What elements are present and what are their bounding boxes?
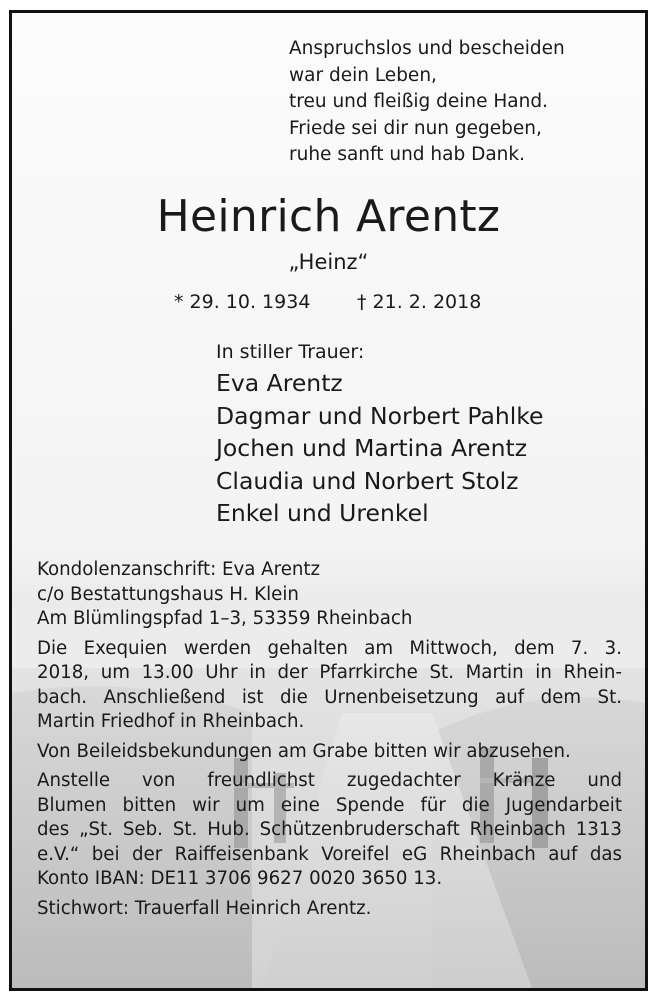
mourner-name: Eva Arentz (216, 369, 343, 397)
mourner-name: Enkel und Urenkel (216, 499, 429, 527)
text-line: 2018, um 13.00 Uhr in der Pfarrkirche St. Martin in Rhein- (37, 662, 622, 683)
condolence-address (37, 558, 622, 632)
text-line: des „St. Seb. St. Hub. Schützenbruderschaft Rheinbach 1313 (37, 819, 622, 840)
poem-line: treu und fleißig deine Hand. (289, 91, 548, 112)
deceased-name: Heinrich Arentz (156, 191, 501, 242)
address-line: Kondolenzanschrift: Eva Arentz (37, 559, 321, 580)
text-line: e.V.“ bei der Raiffeisenbank Voreifel eG Rheinbach auf das (37, 843, 622, 865)
address-line: c/o Bestattungshaus H. Klein (37, 583, 299, 605)
mourners-list (216, 367, 544, 530)
text-line: Blumen bitten wir um eine Spende für die Jugendarbeit (37, 794, 622, 816)
death-date: † 21. 2. 2018 (357, 291, 482, 313)
keyword-line: Stichwort: Trauerfall Heinrich Arentz. (37, 897, 372, 919)
condolence-request: Von Beileidsbekundungen am Grabe bitten wir abzusehen. (37, 740, 571, 762)
poem-line: Friede sei dir nun gegeben, (289, 117, 542, 139)
poem-line: ruhe sanft und hab Dank. (289, 144, 526, 165)
obituary-body (37, 558, 622, 921)
text-line: Konto IBAN: DE11 3706 9627 0020 3650 13. (37, 868, 443, 889)
text-line: Anstelle von freundlichst zugedachter Kränze und (37, 770, 622, 791)
mourner-name: Claudia und Norbert Stolz (216, 466, 519, 495)
deceased-nickname: „Heinz“ (288, 250, 369, 274)
text-line: bach. Anschließend ist die Urnenbeisetzung auf dem St. (37, 686, 622, 708)
obituary-frame (9, 10, 648, 991)
donation-paragraph (37, 769, 622, 892)
address-line: Am Blümlingspfad 1–3, 53359 Rheinbach (37, 608, 413, 629)
poem-line: war dein Leben, (289, 64, 437, 86)
text-line: Die Exequien werden gehalten am Mittwoch, dem 7. 3. (37, 637, 622, 659)
mourning-title: In stiller Trauer: (216, 341, 365, 363)
exequies-paragraph (37, 637, 622, 735)
text-line: Martin Friedhof in Rheinbach. (37, 711, 305, 732)
mourner-name: Jochen und Martina Arentz (216, 434, 528, 462)
poem (289, 36, 619, 169)
poem-line: Anspruchslos und bescheiden (289, 38, 565, 59)
mourner-name: Dagmar und Norbert Pahlke (216, 401, 544, 430)
birth-date: * 29. 10. 1934 (174, 291, 311, 313)
